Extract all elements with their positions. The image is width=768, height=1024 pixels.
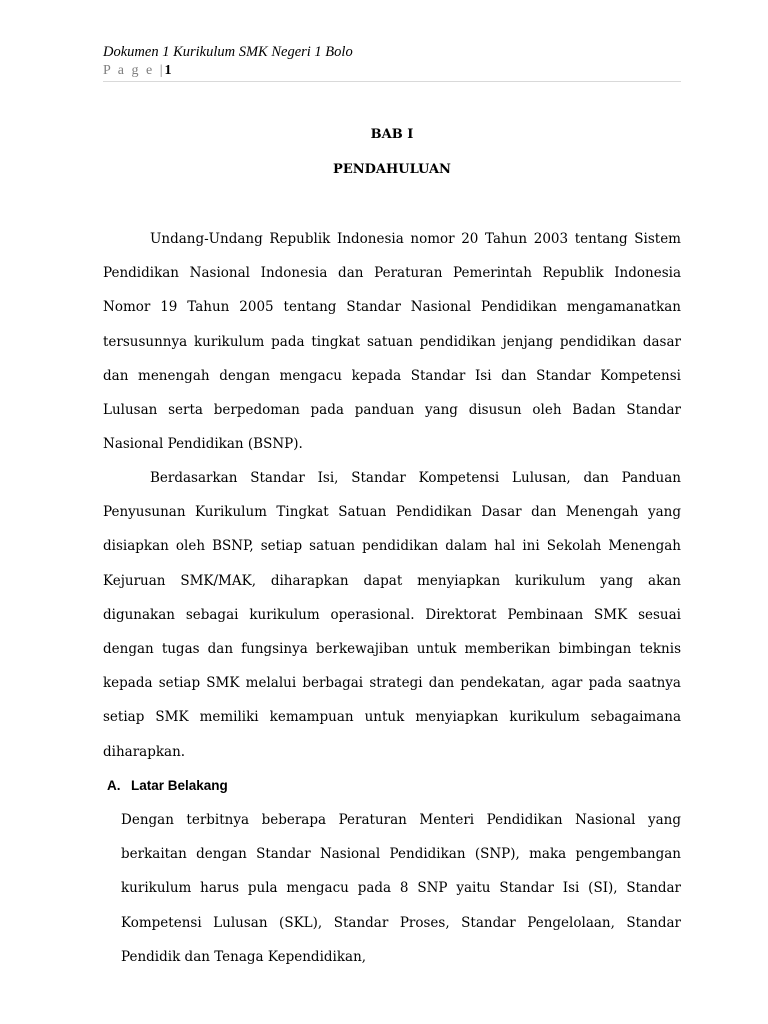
chapter-title: PENDAHULUAN [333,162,451,177]
page-separator: | [159,63,163,78]
page-label: P a g e [103,63,155,78]
section-number: A. [107,778,121,793]
section-title: Latar Belakang [131,778,228,793]
intro-paragraph-2: Berdasarkan Standar Isi, Standar Kompetensi Lulusan, dan Panduan Penyusunan Kurikulum Tingkat Satuan Pendidikan Dasar dan Menengah yang disiapkan oleh BSNP, setiap satuan pendidikan dalam hal ini Sekolah Menengah Kejuruan SMK/MAK, diharapkan dapat menyiapkan kurikulum yang akan digunakan sebagai kurikulum operasional. Direktorat Pembinaan SMK sesuai dengan tugas dan fungsinya berkewajiban untuk memberikan bimbingan teknis kepada setiap SMK melalui berbagai strategi dan pendekatan, agar pada saatnya setiap SMK memiliki kemampuan untuk menyiapkan kurikulum sebagaimana diharapkan. [103,470,681,760]
header-divider [103,81,681,82]
intro-paragraph-1: Undang-Undang Republik Indonesia nomor 20 Tahun 2003 tentang Sistem Pendidikan Nasional Indonesia dan Peraturan Pemerintah Republik Indonesia Nomor 19 Tahun 2005 tentang Standar Nasional Pendidikan mengamanatkan tersusunnya kurikulum pada tingkat satuan pendidikan jenjang pendidikan dasar dan menengah dengan mengacu kepada Standar Isi dan Standar Kompetensi Lulusan serta berpedoman pada panduan yang disusun oleh Badan Standar Nasional Pendidikan (BSNP). [103,231,681,453]
header-page-number [103,63,172,79]
page-number: 1 [164,63,172,78]
section-heading-latar-belakang [107,777,228,795]
chapter-number: BAB I [370,127,414,142]
section-a-paragraph: Dengan terbitnya beberapa Peraturan Menteri Pendidikan Nasional yang berkaitan dengan Standar Nasional Pendidikan (SNP), maka pengembangan kurikulum harus pula mengacu pada 8 SNP yaitu Standar Isi (SI), Standar Kompetensi Lulusan (SKL), Standar Proses, Standar Pengelolaan, Standar Pendidik dan Tenaga Kependidikan, [121,812,681,965]
header-document-title: Dokumen 1 Kurikulum SMK Negeri 1 Bolo [103,44,353,60]
